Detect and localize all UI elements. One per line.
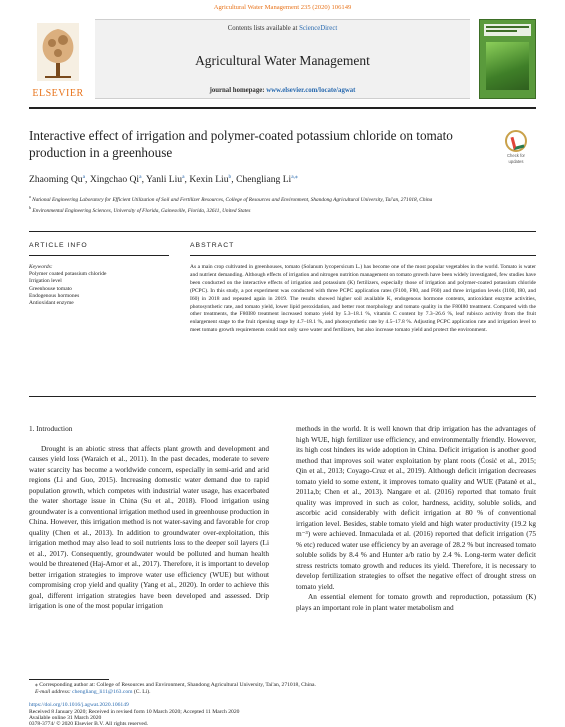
journal-title: Agricultural Water Management [195,53,370,68]
header-divider [29,107,536,109]
email-note [29,689,536,696]
affiliation-mark: b [29,205,31,211]
journal-reference[interactable]: Agricultural Water Management 235 (2020) 106149 [213,4,352,11]
cover-artwork [486,42,529,90]
check-for-updates-badge[interactable] [498,130,534,166]
email-link[interactable]: chengliang_li11@163.com [72,689,133,696]
author-name[interactable]: Zhaoming Qu [29,174,83,186]
info-top-divider [29,231,536,232]
doi-link[interactable]: https://doi.org/10.1016/j.agwat.2020.106149 [29,702,129,708]
footnotes [29,682,536,697]
body-paragraph: Drought is an abiotic stress that affects plant growth and development and causes yield loss (Waraich et al., 2011). In the past decades, moderate to severe water scarcity has become a worldwide concern, especially in semi-arid and arid regions (Li and Guo, 2015). Increasing domestic water demand due to rapid population growth, which competes with industrial water usage, has exacerbated the water shortage issue in China (Su et al., 2018). Flood irrigation using groundwater is a conventional irrigation method used in greenhouse production in China. However, this irrigation method is not water-saving and favorable for crop quality (Chen et al., 2013). In addition to groundwater over-exploitation, this irrigation method may also lead to soil nutrients loss to the deeper soil layers (Li et al., 2017). Consequently, groundwater would be polluted and human health would be threatened (Haj-Amor et al., 2017). Therefore, it is important to develop better irrigation strategies to improve water use efficiency (WUE) but without compromising crop yield and quality (Yang et al., 2020). In order to achieve this goal, different irrigation strategies have been developed and assessed. Drip irrigation is one of the most popular irrigation [29,443,269,610]
author-affiliation-mark[interactable]: a [182,174,185,180]
keyword-item: Greenhouse tomato [29,285,72,292]
affiliation-text: Environmental Engineering Sciences, University of Florida, Gainesville, Florida, 32611, United States [32,207,251,214]
elsevier-logo[interactable] [29,19,87,99]
keywords-label: Keywords: [29,264,53,270]
check-updates-icon [505,130,527,152]
keywords-block [29,264,169,307]
affiliation-item [29,193,509,204]
cover-subtitle-bar [486,30,517,32]
footnote-divider [29,679,109,680]
body-left-column [29,424,269,612]
article-info-rule [29,255,169,256]
corresponding-author-note: ⁎ Corresponding author at: College of Resources and Environment, Shandong Agricultural University, Tai'an, 271018, China. [35,682,316,688]
keyword-item: Endogenous hormones [29,292,80,299]
abstract-rule [190,255,536,256]
contents-line [95,25,470,32]
homepage-line [95,87,470,94]
homepage-prefix: journal homepage: [209,87,267,94]
affiliations [29,193,509,215]
available-online-date: Available online 31 March 2020 [29,715,102,721]
sciencedirect-link[interactable]: ScienceDirect [299,25,338,32]
journal-header [29,19,536,101]
email-suffix: (C. Li). [132,689,151,696]
cover-title-bar [486,26,529,28]
contents-prefix: Contents lists available at [227,25,300,32]
publisher-name: ELSEVIER [32,88,84,99]
keyword-item: Antioxidant enzyme [29,300,74,307]
abstract-text: As a main crop cultivated in greenhouses, tomato (Solanum lycopersicum L.) has become one of the most popular vegetables in the world. Tomato is water and nutrient demanding. Although effects of irrigation and nitrogen nutrition management on tomato growth have been widely investigated, few studies have been conducted on the interactive effects of irrigation and potassium (K) fertilizers, especially those of irrigation and polymer-coated potassium chloride (PCPC). In this study, a pot experiment was conducted with three PCPC application rates (F100, F80, and F60) and three irrigation levels (I100, I80, and I60) in 2018 and repeated again in 2019. The results showed higher soil available K, endogenous hormone contents, antioxidant enzyme activities, photosynthetic rate, and tomato yield, lower lipid peroxidation, and better root morphology and tomato quality in the F80I80 treatment. Compared with the other treatments, the F80I80 treatment increased tomato yield by 5.3–18.1 %, vitamin C content by 7.3–26.6 %, leaf rubisco activity from the fruit enlargement stage to the fruit ripening stage by 4.7–18.1 %, and photosynthetic rate by 4.5–17.8 %. Adjusting PCPC application rate and irrigation level to meet tomato growth requirements could not only save water and fertilizers, but also increase tomato yield and protect the environment. [190,264,536,334]
journal-banner [95,19,470,99]
keyword-item: Irrigation level [29,278,62,285]
abstract-heading: ABSTRACT [190,242,235,249]
section-heading-introduction: 1. Introduction [29,424,73,433]
author-affiliation-mark[interactable]: a [82,174,86,180]
affiliation-text: National Engineering Laboratory for Efficient Utilization of Soil and Fertilizer Resources, College of Resources and Environment, Shandong Agricultural University, Tai'an, 271018, China [32,196,433,203]
article-title: Interactive effect of irrigation and polymer-coated potassium chloride on tomato production in a greenhouse [29,128,453,160]
author-name[interactable]: Chengliang Li [236,174,292,186]
email-label: E-mail address: [35,689,73,696]
article-info-heading: ARTICLE INFO [29,242,88,249]
author-name[interactable]: Yanli Liu [146,174,183,186]
received-dates: Received 8 January 2020; Received in revised form 10 March 2020; Accepted 11 March 2020 [29,709,240,715]
copyright-line: 0378-3774/ © 2020 Elsevier B.V. All rights reserved. [29,721,149,727]
abstract-bottom-divider [29,396,536,397]
badge-label-line2: updates [508,159,524,164]
elsevier-tree-icon [37,23,79,81]
author-affiliation-mark[interactable]: a [139,174,142,180]
author-name[interactable]: Kexin Liu [189,174,229,186]
affiliation-mark: a [29,194,31,199]
keyword-item: Polymer coated potassium chloride [29,271,107,278]
author-list: Zhaoming Qu$^a$, Xingchao Qi$^a$, Yanli Liu$^a$, Kexin Liu$^b$, Chengliang $Li^{a,⁎}$ [29,174,298,186]
badge-label-line1: Check for [507,153,525,158]
author-affiliation-mark[interactable]: a,⁎ [291,174,298,180]
body-right-column [296,424,536,613]
article-history [29,709,239,727]
affiliation-item [29,204,509,215]
journal-cover-image[interactable] [479,19,536,99]
author-name[interactable]: Xingchao Qi [89,174,140,186]
homepage-link[interactable]: www.elsevier.com/locate/agwat [266,87,356,94]
body-paragraph: An essential element for tomato growth and reproduction, potassium (K) plays an important role in plant water metabolism and [296,592,536,612]
body-paragraph: methods in the world. It is well known that drip irrigation has the advantages of high WUE, high fertilizer use efficiency, and environmentally friendly. However, its high cost hinders its wide adoption in China. Deficit irrigation is another good method that improves soil water exploitation by plant roots (Ćosić et al., 2015; Qin et al., 2013; Coyago-Cruz et al., 2019). Although deficit irrigation decreases tomato yield to some extent, it improves tomato quality and WUE (Patanè et al., 2011a,b; Chen et al., 2013). Nangare et al. (2016) reported that tomato fruit quality was improved in such as color, hardness, acidity, soluble solids, and ascorbic acid considerably with deficit irrigation at 80 % of conventional irrigation level. Besides, stable tomato yield and high water productivity (19.2 kg m⁻³) were achieved. Inmaculada et al. (2016) reported that deficit irrigation (75 % etc) reduced water use efficiency by an average of 28.2 % but increased tomato soluble solids by 8.4 % and Hunter a/b ratio by 2.4 %. Long-term water deficit stress restricts tomato growth and reduces its yield. Therefore, it is necessary to develop fertilization strategies to offset the negative effect of drought stress on tomato yield. [296,424,536,591]
author-affiliation-mark[interactable]: b [228,174,232,180]
